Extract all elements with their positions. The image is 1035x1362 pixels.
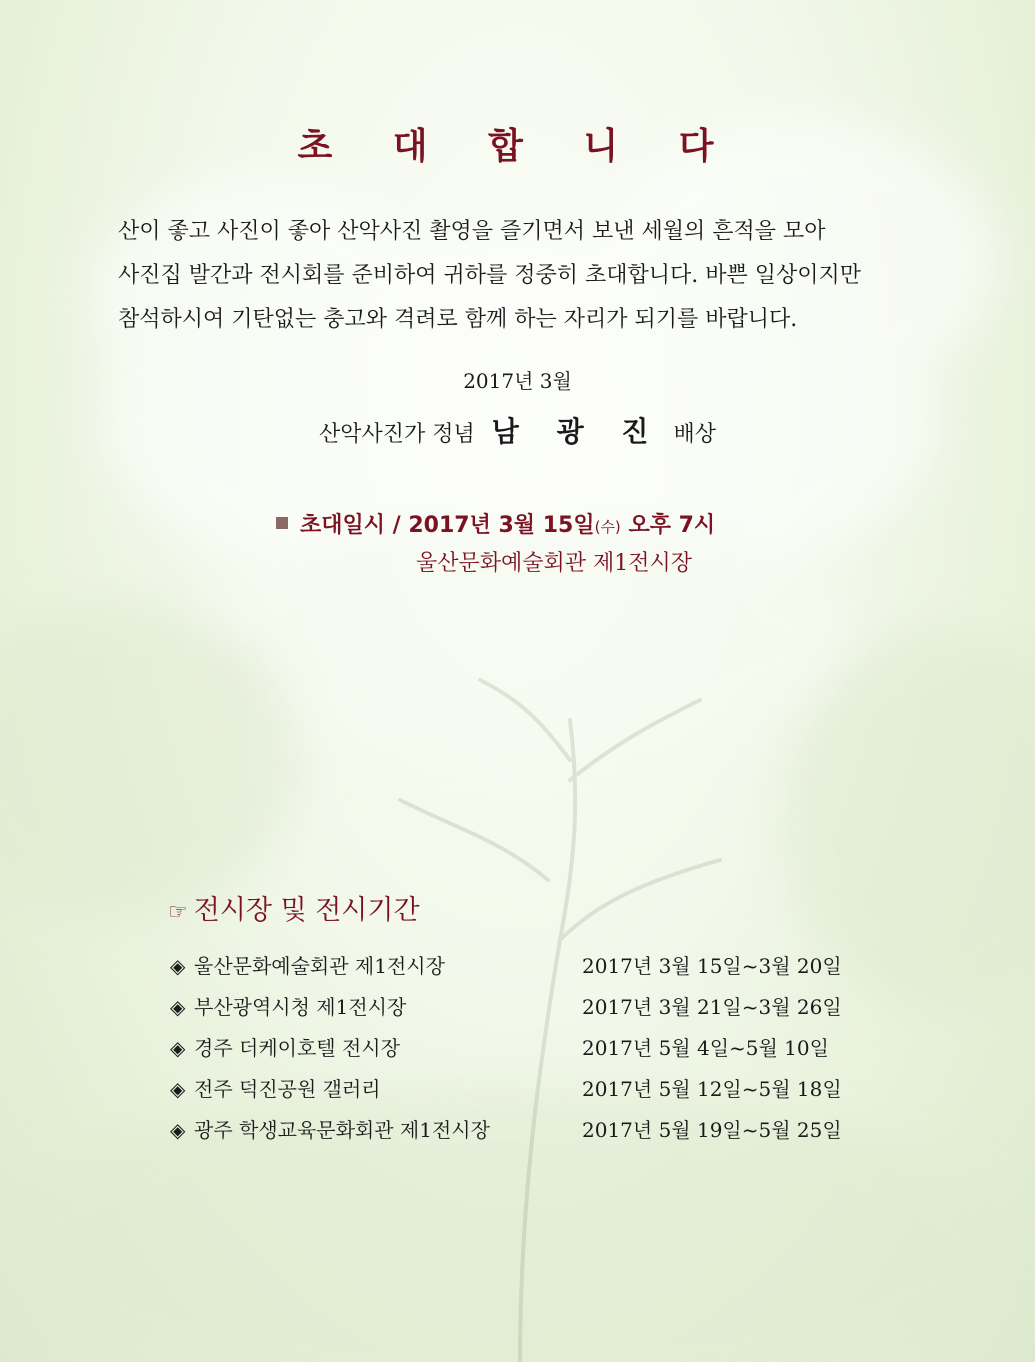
event-venue: 울산문화예술회관 제1전시장 — [416, 551, 693, 576]
diamond-bullet-icon: ◈ — [170, 1036, 186, 1060]
event-label: 초대일시 / 2017년 3월 15일 — [300, 513, 595, 538]
list-item — [170, 1032, 890, 1073]
exhibition-venue: 울산문화예술회관 제1전시장 — [194, 954, 445, 978]
invitation-message — [118, 210, 918, 342]
event-datetime — [276, 508, 715, 539]
host-suffix: 배상 — [673, 422, 716, 447]
exhibition-venue: 부산광역시청 제1전시장 — [194, 995, 407, 1019]
message-line: 산이 좋고 사진이 좋아 산악사진 촬영을 즐기면서 보낸 세월의 흔적을 모아 — [118, 219, 826, 244]
exhibitions-heading — [168, 888, 420, 927]
invitation-date: 2017년 3월 — [463, 369, 572, 393]
list-item — [170, 991, 890, 1032]
exhibition-venue: 광주 학생교육문화회관 제1전시장 — [194, 1118, 490, 1142]
message-line: 참석하시여 기탄없는 충고와 격려로 함께 하는 자리가 되기를 바랍니다. — [118, 307, 798, 332]
exhibition-period: 2017년 5월 12일~5월 18일 — [582, 1077, 842, 1101]
exhibition-period: 2017년 3월 21일~3월 26일 — [582, 995, 842, 1019]
list-item — [170, 1073, 890, 1114]
message-line: 사진집 발간과 전시회를 준비하여 귀하를 정중히 초대합니다. 바쁜 일상이지만 — [118, 263, 862, 288]
list-item — [170, 950, 890, 991]
diamond-bullet-icon: ◈ — [170, 1077, 186, 1101]
event-weekday: (수) — [594, 518, 621, 536]
host-signature — [0, 410, 1035, 450]
exhibition-period: 2017년 5월 19일~5월 25일 — [582, 1118, 842, 1142]
exhibition-list — [170, 950, 890, 1155]
diamond-bullet-icon: ◈ — [170, 995, 186, 1019]
event-time: 오후 7시 — [620, 513, 716, 538]
pointing-hand-icon: ☞ — [168, 900, 188, 925]
host-prefix: 산악사진가 정념 — [319, 422, 475, 447]
square-bullet-icon — [276, 517, 288, 529]
exhibitions-heading-text: 전시장 및 전시기간 — [193, 895, 420, 926]
host-name: 남 광 진 — [491, 415, 663, 448]
list-item — [170, 1114, 890, 1155]
diamond-bullet-icon: ◈ — [170, 954, 186, 978]
exhibition-venue: 전주 덕진공원 갤러리 — [194, 1077, 381, 1101]
diamond-bullet-icon: ◈ — [170, 1118, 186, 1142]
exhibition-period: 2017년 3월 15일~3월 20일 — [582, 954, 842, 978]
page-title: 초 대 합 니 다 — [297, 126, 738, 167]
exhibition-period: 2017년 5월 4일~5월 10일 — [582, 1036, 829, 1060]
exhibition-venue: 경주 더케이호텔 전시장 — [194, 1036, 400, 1060]
